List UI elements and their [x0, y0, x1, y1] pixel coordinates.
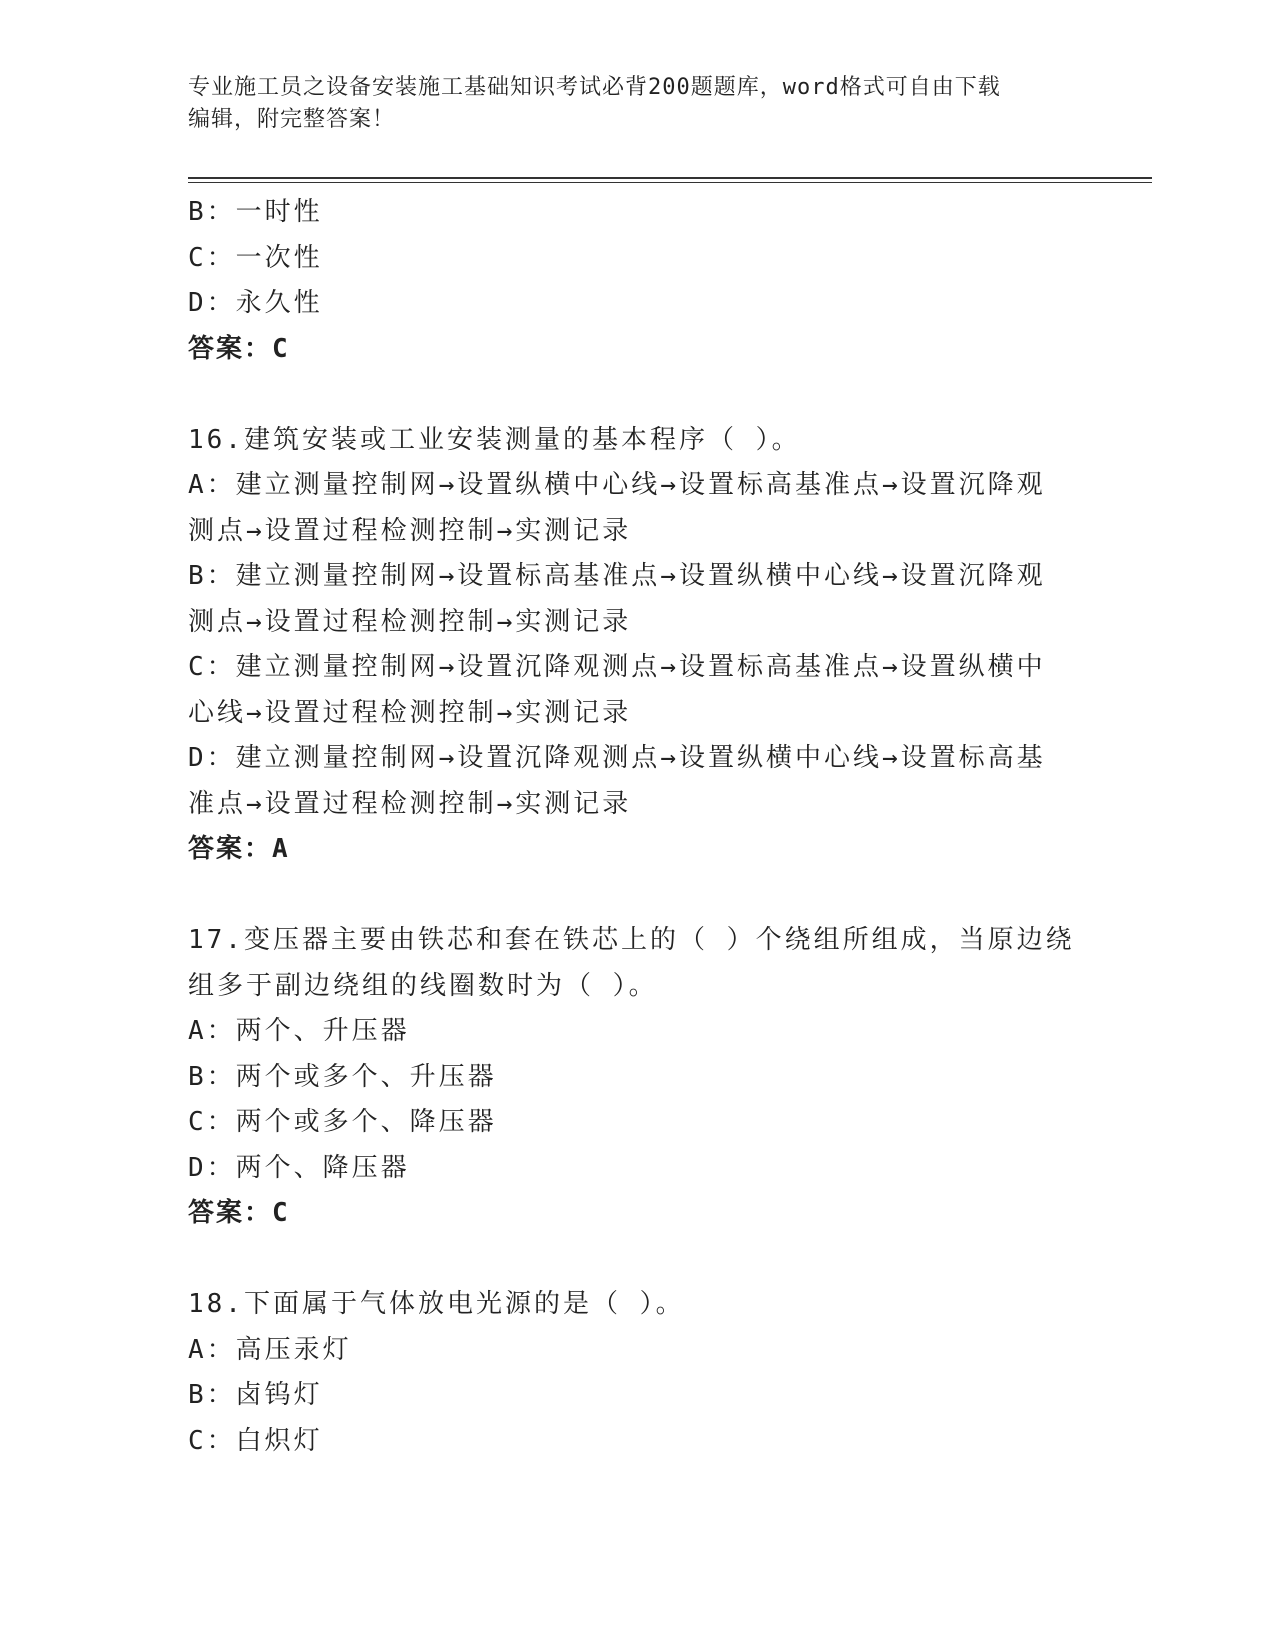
question-stem-line-2: 组多于副边绕组的线圈数时为（ ）。 [188, 970, 658, 1001]
spacer [188, 1237, 1088, 1283]
option-a: A：两个、升压器 [188, 1016, 410, 1046]
spacer [188, 372, 1088, 418]
option-b: B：一时性 [188, 197, 323, 227]
option-a: A：高压汞灯 [188, 1334, 352, 1365]
header-line-2: 编辑，附完整答案！ [188, 107, 396, 132]
option-b: B：卤钨灯 [188, 1380, 323, 1410]
question-18 [188, 1282, 1088, 1464]
question-stem: 18.下面属于气体放电光源的是（ ）。 [188, 1289, 685, 1319]
option-a-line-1: A：建立测量控制网→设置纵横中心线→设置标高基准点→设置沉降观 [188, 470, 1046, 500]
option-b: B：两个或多个、升压器 [188, 1061, 497, 1092]
answer-line: 答案：A [188, 834, 290, 864]
header-divider-thin [188, 182, 1152, 183]
option-d: D：两个、降压器 [188, 1152, 410, 1183]
document-header [188, 72, 1088, 136]
question-15-tail [188, 190, 1088, 372]
option-d-line-1: D：建立测量控制网→设置沉降观测点→设置纵横中心线→设置标高基 [188, 743, 1046, 773]
question-stem-line-1: 17.变压器主要由铁芯和套在铁芯上的（ ）个绕组所组成，当原边绕 [188, 925, 1075, 955]
question-16 [188, 418, 1088, 873]
document-body [188, 190, 1088, 1464]
answer-line: 答案：C [188, 333, 290, 364]
question-17 [188, 918, 1088, 1237]
header-line-1: 专业施工员之设备安装施工基础知识考试必背200题题库，word格式可自由下载 [188, 75, 1001, 100]
answer-line: 答案：C [188, 1198, 290, 1228]
option-d: D：永久性 [188, 288, 323, 318]
option-c: C：一次性 [188, 242, 323, 273]
option-b-line-2: 测点→设置过程检测控制→实测记录 [188, 606, 632, 637]
option-c: C：白炽灯 [188, 1425, 323, 1456]
header-divider [188, 177, 1152, 179]
spacer [188, 873, 1088, 919]
option-c-line-2: 心线→设置过程检测控制→实测记录 [188, 697, 632, 728]
option-c-line-1: C：建立测量控制网→设置沉降观测点→设置标高基准点→设置纵横中 [188, 652, 1046, 682]
question-stem: 16.建筑安装或工业安装测量的基本程序（ ）。 [188, 424, 801, 455]
option-c: C：两个或多个、降压器 [188, 1107, 497, 1137]
option-d-line-2: 准点→设置过程检测控制→实测记录 [188, 788, 632, 819]
option-a-line-2: 测点→设置过程检测控制→实测记录 [188, 515, 632, 546]
option-b-line-1: B：建立测量控制网→设置标高基准点→设置纵横中心线→设置沉降观 [188, 561, 1046, 591]
